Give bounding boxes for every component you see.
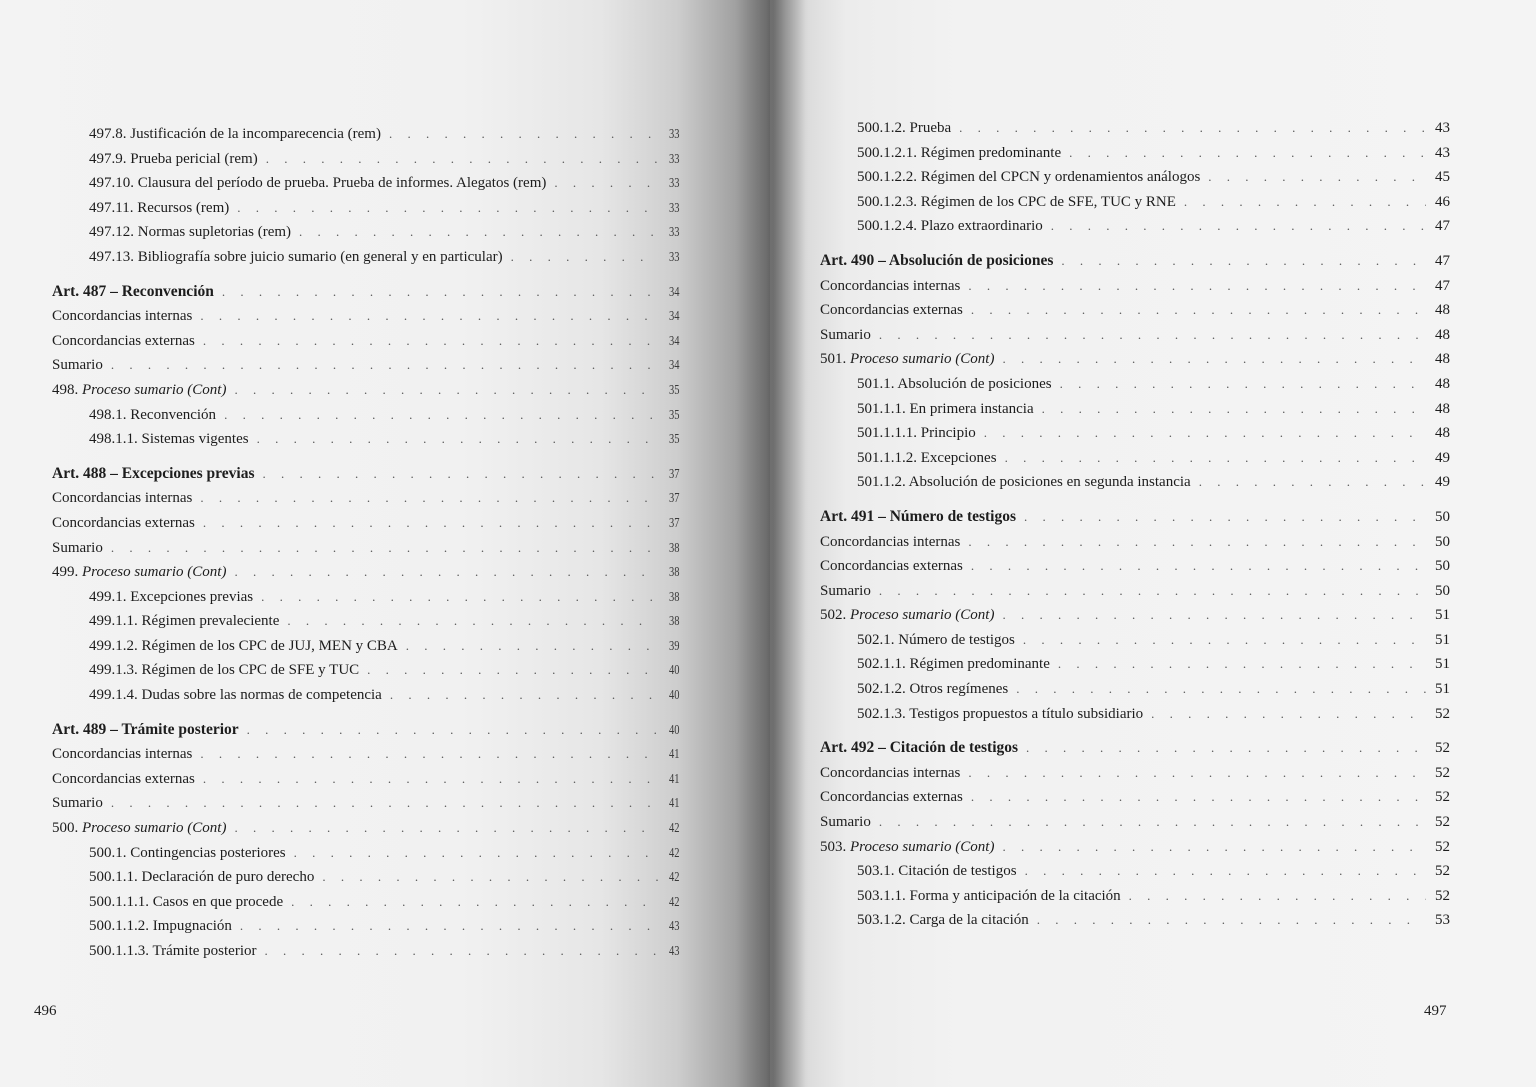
dot-leader	[265, 939, 659, 964]
toc-page-number: 38	[669, 540, 680, 556]
toc-entry-title: Art. 492 – Citación de testigos	[820, 739, 1019, 757]
dot-leader	[1199, 470, 1426, 495]
toc-page-number: 38	[669, 565, 680, 581]
toc-page-number: 43	[669, 919, 680, 935]
dot-leader	[1184, 190, 1426, 215]
dot-leader	[261, 585, 658, 610]
toc-entry-number: 499.	[52, 564, 79, 581]
toc-entry	[820, 628, 1450, 653]
toc-entry	[52, 536, 682, 561]
toc-page-number: 52	[1435, 814, 1450, 831]
toc-page-number: 48	[1435, 302, 1450, 319]
toc-entry	[52, 816, 682, 841]
dot-leader	[237, 196, 658, 221]
toc-article-heading	[52, 462, 682, 487]
toc-entry-title: 501.1.1. En primera instancia	[857, 400, 1034, 417]
dot-leader	[1058, 652, 1426, 677]
toc-entry-title: Concordancias externas	[820, 789, 963, 806]
toc-entry-title: 499.1.3. Régimen de los CPC de SFE y TUC	[89, 662, 360, 679]
toc-entry	[820, 835, 1450, 860]
dot-leader	[389, 122, 658, 147]
toc-page-number: 50	[1435, 508, 1450, 525]
toc-page-number: 33	[669, 200, 680, 216]
toc-entry-title: 500.1.1. Declaración de puro derecho	[89, 869, 315, 886]
toc-entry	[52, 939, 682, 964]
toc-entry	[820, 323, 1450, 348]
dot-leader	[1061, 249, 1426, 274]
dot-leader	[367, 658, 658, 683]
toc-entry-title: 501.1.2. Absolución de posiciones en segunda instancia	[857, 474, 1191, 491]
toc-page-number: 33	[669, 225, 680, 241]
toc-page-number: 38	[669, 589, 680, 605]
dot-leader	[968, 761, 1426, 786]
toc-page-number: 33	[669, 176, 680, 192]
toc-entry	[820, 372, 1450, 397]
toc-entry	[52, 683, 682, 708]
toc-entry-italic-title: Proceso sumario (Cont)	[82, 564, 227, 581]
toc-entry-number: 502.	[820, 607, 847, 624]
toc-entry-italic-title: Proceso sumario (Cont)	[82, 820, 227, 837]
toc-entry	[52, 634, 682, 659]
toc-entry-title: 502.1.3. Testigos propuestos a título subsidiario	[857, 705, 1144, 722]
toc-page-number: 39	[669, 638, 680, 654]
toc-entry	[820, 677, 1450, 702]
toc-page-number: 34	[669, 284, 680, 300]
toc-page-number: 41	[669, 747, 680, 763]
toc-entry	[52, 791, 682, 816]
toc-entry-title: Concordancias externas	[52, 770, 195, 787]
toc-page-number: 33	[669, 151, 680, 167]
toc-entry-title: 503.1.1. Forma y anticipación de la citación	[857, 887, 1121, 904]
toc-article-heading	[820, 249, 1450, 274]
toc-entry	[820, 810, 1450, 835]
dot-leader	[1060, 372, 1426, 397]
toc-page-number: 48	[1435, 351, 1450, 368]
dot-leader	[200, 742, 658, 767]
toc-page-number: 42	[669, 845, 680, 861]
toc-entry-title	[820, 835, 994, 860]
toc-entry	[52, 220, 682, 245]
toc-entry	[52, 427, 682, 452]
toc-entry-title: Concordancias internas	[820, 277, 961, 294]
dot-leader	[294, 841, 658, 866]
toc-article-heading	[52, 280, 682, 305]
toc-page-number: 33	[669, 249, 680, 265]
dot-leader	[971, 785, 1426, 810]
toc-entry	[820, 470, 1450, 495]
toc-page-number: 50	[1435, 533, 1450, 550]
dot-leader	[1025, 859, 1426, 884]
dot-leader	[968, 274, 1426, 299]
toc-entry	[52, 378, 682, 403]
toc-page-number: 51	[1435, 656, 1450, 673]
right-page-number: 497	[1424, 1003, 1447, 1019]
toc-entry-number: 501.	[820, 351, 847, 368]
dot-leader	[1002, 835, 1426, 860]
toc-entry-title: 501.1.1.1. Principio	[857, 425, 976, 442]
toc-entry-title: 497.9. Prueba pericial (rem)	[89, 150, 258, 167]
toc-entry-title: 502.1. Número de testigos	[857, 631, 1015, 648]
toc-page-number: 43	[1435, 120, 1450, 136]
toc-entry	[52, 122, 682, 147]
toc-entry-title: Sumario	[820, 326, 871, 343]
toc-entry-title: 499.1. Excepciones previas	[89, 588, 254, 605]
right-toc-list	[820, 116, 1450, 933]
toc-entry	[52, 171, 682, 196]
toc-entry-title: 502.1.2. Otros regímenes	[857, 681, 1009, 698]
toc-entry-title: 499.1.2. Régimen de los CPC de JUJ, MEN y CBA	[89, 637, 398, 654]
dot-leader	[554, 171, 658, 196]
toc-page-number: 43	[1435, 144, 1450, 161]
toc-page-number: 46	[1435, 193, 1450, 210]
dot-leader	[390, 683, 658, 708]
toc-entry-title: 498.1. Reconvención	[89, 406, 217, 423]
toc-entry-title: 497.13. Bibliografía sobre juicio sumario (en general y en particular)	[89, 248, 503, 265]
toc-page-number: 43	[669, 944, 680, 959]
toc-entry-title: Art. 491 – Número de testigos	[820, 507, 1017, 525]
dot-leader	[984, 421, 1426, 446]
toc-entry	[820, 298, 1450, 323]
toc-entry-title: 499.1.1. Régimen prevaleciente	[89, 613, 280, 630]
toc-entry-title: Sumario	[820, 814, 871, 831]
dot-leader	[222, 280, 658, 305]
toc-entry	[820, 421, 1450, 446]
toc-entry-title: 501.1.1.2. Excepciones	[857, 449, 997, 466]
toc-article-heading	[820, 736, 1450, 761]
dot-leader	[879, 810, 1426, 835]
toc-entry	[820, 785, 1450, 810]
toc-entry-title: 503.1. Citación de testigos	[857, 863, 1017, 880]
toc-entry	[820, 579, 1450, 604]
dot-leader	[287, 609, 658, 634]
dot-leader	[234, 816, 658, 841]
toc-page-number: 47	[1435, 218, 1450, 235]
toc-page-number: 34	[669, 358, 680, 374]
toc-entry-title: Concordancias internas	[820, 764, 961, 781]
toc-page-number: 41	[669, 771, 680, 787]
toc-article-heading	[52, 718, 682, 743]
toc-entry-title: 500.1.1.3. Trámite posterior	[89, 943, 257, 959]
toc-page-number: 48	[1435, 326, 1450, 343]
toc-entry	[820, 347, 1450, 372]
toc-entry	[52, 609, 682, 634]
toc-page-number: 48	[1435, 425, 1450, 442]
toc-page-number: 52	[1435, 789, 1450, 806]
dot-leader	[1016, 677, 1426, 702]
left-toc-list	[52, 122, 682, 964]
toc-entry-title: 500.1.2.2. Régimen del CPCN y ordenamientos análogos	[857, 169, 1201, 186]
toc-entry	[52, 196, 682, 221]
toc-page-number: 42	[669, 821, 680, 837]
dot-leader	[266, 147, 658, 172]
dot-leader	[203, 511, 658, 536]
toc-entry-title: 497.10. Clausura del período de prueba. Prueba de informes. Alegatos (rem)	[89, 175, 547, 192]
toc-entry	[820, 530, 1450, 555]
dot-leader	[1042, 397, 1426, 422]
toc-entry-title: Concordancias externas	[52, 514, 195, 531]
toc-entry	[52, 353, 682, 378]
dot-leader	[203, 767, 658, 792]
dot-leader	[1151, 702, 1426, 727]
toc-entry-italic-title: Proceso sumario (Cont)	[850, 351, 995, 368]
toc-page-number: 50	[1435, 582, 1450, 599]
toc-entry	[52, 304, 682, 329]
dot-leader	[879, 579, 1426, 604]
toc-entry	[820, 397, 1450, 422]
toc-entry	[52, 890, 682, 915]
toc-entry-title: 500.1.2. Prueba	[857, 120, 952, 136]
toc-page-number: 50	[1435, 558, 1450, 575]
toc-entry-number: 503.	[820, 838, 847, 855]
dot-leader	[224, 403, 658, 428]
dot-leader	[1208, 165, 1426, 190]
toc-entry-title: Art. 489 – Trámite posterior	[52, 720, 239, 738]
dot-leader	[406, 634, 658, 659]
toc-page-number: 38	[669, 614, 680, 630]
toc-entry	[820, 859, 1450, 884]
toc-page-number: 49	[1435, 474, 1450, 491]
toc-page-number: 49	[1435, 449, 1450, 466]
toc-page-number: 52	[1435, 838, 1450, 855]
toc-entry-number: 498.	[52, 381, 79, 398]
toc-entry-title: Concordancias externas	[820, 558, 963, 575]
dot-leader	[247, 718, 658, 743]
dot-leader	[234, 378, 658, 403]
dot-leader	[1002, 347, 1426, 372]
toc-entry-title: 497.12. Normas supletorias (rem)	[89, 224, 292, 241]
toc-entry	[52, 865, 682, 890]
toc-page-number: 52	[1435, 764, 1450, 781]
toc-entry	[820, 554, 1450, 579]
toc-entry	[820, 116, 1450, 141]
toc-entry-title: 499.1.4. Dudas sobre las normas de competencia	[89, 687, 382, 704]
toc-page-number: 42	[669, 870, 680, 886]
dot-leader	[322, 865, 658, 890]
toc-page-number: 37	[669, 515, 680, 531]
dot-leader	[968, 530, 1426, 555]
toc-page-number: 47	[1435, 252, 1450, 269]
toc-entry	[820, 190, 1450, 215]
toc-page-number: 52	[1435, 863, 1450, 880]
toc-entry	[820, 165, 1450, 190]
toc-page-number: 52	[1435, 705, 1450, 722]
toc-entry-title: Concordancias internas	[820, 533, 961, 550]
toc-entry	[820, 603, 1450, 628]
toc-page-number: 40	[669, 722, 680, 738]
toc-entry	[820, 884, 1450, 909]
toc-page-number: 37	[669, 491, 680, 507]
toc-entry	[52, 841, 682, 866]
toc-entry-title: 497.8. Justificación de la incomparecencia (rem)	[89, 126, 381, 142]
toc-entry-title: 497.11. Recursos (rem)	[89, 199, 230, 216]
toc-page-number: 53	[1435, 912, 1450, 929]
dot-leader	[1129, 884, 1426, 909]
toc-entry-title: 498.1.1. Sistemas vigentes	[89, 431, 249, 448]
toc-article-heading	[820, 505, 1450, 530]
toc-entry-title	[52, 560, 226, 585]
dot-leader	[1026, 736, 1426, 761]
toc-entry-title: Concordancias internas	[52, 490, 193, 507]
toc-page-number: 48	[1435, 400, 1450, 417]
toc-entry-title: Sumario	[52, 795, 103, 812]
toc-entry	[52, 742, 682, 767]
toc-entry-title: Concordancias externas	[820, 302, 963, 319]
toc-page-number: 51	[1435, 607, 1450, 624]
toc-page-number: 51	[1435, 681, 1450, 698]
toc-entry-title: 500.1.2.4. Plazo extraordinario	[857, 218, 1043, 235]
toc-entry	[52, 486, 682, 511]
toc-entry	[52, 147, 682, 172]
toc-entry-title: Concordancias externas	[52, 332, 195, 349]
toc-page-number: 37	[669, 466, 680, 482]
toc-entry	[820, 214, 1450, 239]
toc-page-number: 52	[1435, 740, 1450, 757]
toc-entry-italic-title: Proceso sumario (Cont)	[850, 838, 995, 855]
dot-leader	[200, 486, 658, 511]
toc-entry-title: 503.1.2. Carga de la citación	[857, 912, 1029, 929]
toc-entry	[52, 245, 682, 270]
dot-leader	[203, 329, 658, 354]
toc-entry-title: 500.1.1.2. Impugnación	[89, 918, 232, 935]
toc-entry-title: Sumario	[52, 539, 103, 556]
toc-entry-title: 501.1. Absolución de posiciones	[857, 375, 1052, 392]
toc-entry-title: Art. 487 – Reconvención	[52, 282, 214, 300]
toc-page-number: 52	[1435, 887, 1450, 904]
toc-entry	[52, 585, 682, 610]
toc-page-number: 33	[669, 127, 680, 142]
toc-entry-title: Sumario	[820, 582, 871, 599]
toc-entry	[820, 446, 1450, 471]
dot-leader	[1023, 628, 1426, 653]
toc-entry	[820, 908, 1450, 933]
toc-entry	[820, 702, 1450, 727]
toc-entry-title: 500.1.2.3. Régimen de los CPC de SFE, TUC y RNE	[857, 193, 1176, 210]
toc-entry	[52, 329, 682, 354]
toc-entry-title: 500.1.2.1. Régimen predominante	[857, 144, 1062, 161]
toc-entry	[52, 560, 682, 585]
left-page-number: 496	[34, 1003, 57, 1019]
toc-page-number: 47	[1435, 277, 1450, 294]
toc-entry-title: Art. 488 – Excepciones previas	[52, 464, 255, 482]
toc-page-number: 45	[1435, 169, 1450, 186]
dot-leader	[1002, 603, 1426, 628]
toc-entry-title	[52, 816, 226, 841]
toc-entry	[820, 761, 1450, 786]
toc-entry-title: Sumario	[52, 357, 103, 374]
dot-leader	[299, 220, 658, 245]
toc-entry-number: 500.	[52, 820, 79, 837]
toc-entry	[52, 403, 682, 428]
toc-entry	[52, 511, 682, 536]
toc-page-number: 51	[1435, 631, 1450, 648]
toc-entry-italic-title: Proceso sumario (Cont)	[82, 381, 227, 398]
dot-leader	[111, 791, 658, 816]
toc-entry	[52, 767, 682, 792]
dot-leader	[879, 323, 1426, 348]
dot-leader	[971, 298, 1426, 323]
toc-page-number: 48	[1435, 375, 1450, 392]
dot-leader	[262, 462, 658, 487]
toc-entry	[820, 274, 1450, 299]
toc-entry-title	[52, 378, 226, 403]
toc-page-number: 35	[669, 382, 680, 398]
dot-leader	[1069, 141, 1426, 166]
dot-leader	[1037, 908, 1426, 933]
dot-leader	[257, 427, 658, 452]
dot-leader	[1024, 505, 1426, 530]
toc-entry	[820, 141, 1450, 166]
dot-leader	[291, 890, 658, 915]
toc-entry-title: Art. 490 – Absolución de posiciones	[820, 251, 1054, 269]
dot-leader	[240, 914, 658, 939]
toc-page-number: 34	[669, 333, 680, 349]
dot-leader	[111, 353, 658, 378]
toc-entry-title: 502.1.1. Régimen predominante	[857, 656, 1050, 673]
dot-leader	[200, 304, 658, 329]
dot-leader	[1051, 214, 1426, 239]
dot-leader	[511, 245, 658, 270]
toc-page-number: 34	[669, 309, 680, 325]
toc-entry	[52, 914, 682, 939]
toc-entry-title	[820, 603, 994, 628]
toc-entry-title	[820, 347, 994, 372]
toc-entry-title: Concordancias internas	[52, 746, 193, 763]
toc-entry-title: 500.1.1.1. Casos en que procede	[89, 893, 284, 910]
toc-entry-italic-title: Proceso sumario (Cont)	[850, 607, 995, 624]
toc-page-number: 41	[669, 796, 680, 812]
toc-page-number: 35	[669, 432, 680, 448]
toc-page-number: 35	[669, 407, 680, 423]
toc-entry-title: 500.1. Contingencias posteriores	[89, 844, 286, 861]
dot-leader	[234, 560, 658, 585]
dot-leader	[111, 536, 658, 561]
toc-entry	[52, 658, 682, 683]
toc-page-number: 40	[669, 663, 680, 679]
toc-page-number: 40	[669, 688, 680, 704]
toc-page-number: 42	[669, 894, 680, 910]
toc-entry	[820, 652, 1450, 677]
dot-leader	[959, 116, 1426, 141]
dot-leader	[971, 554, 1426, 579]
toc-entry-title: Concordancias internas	[52, 308, 193, 325]
dot-leader	[1005, 446, 1426, 471]
